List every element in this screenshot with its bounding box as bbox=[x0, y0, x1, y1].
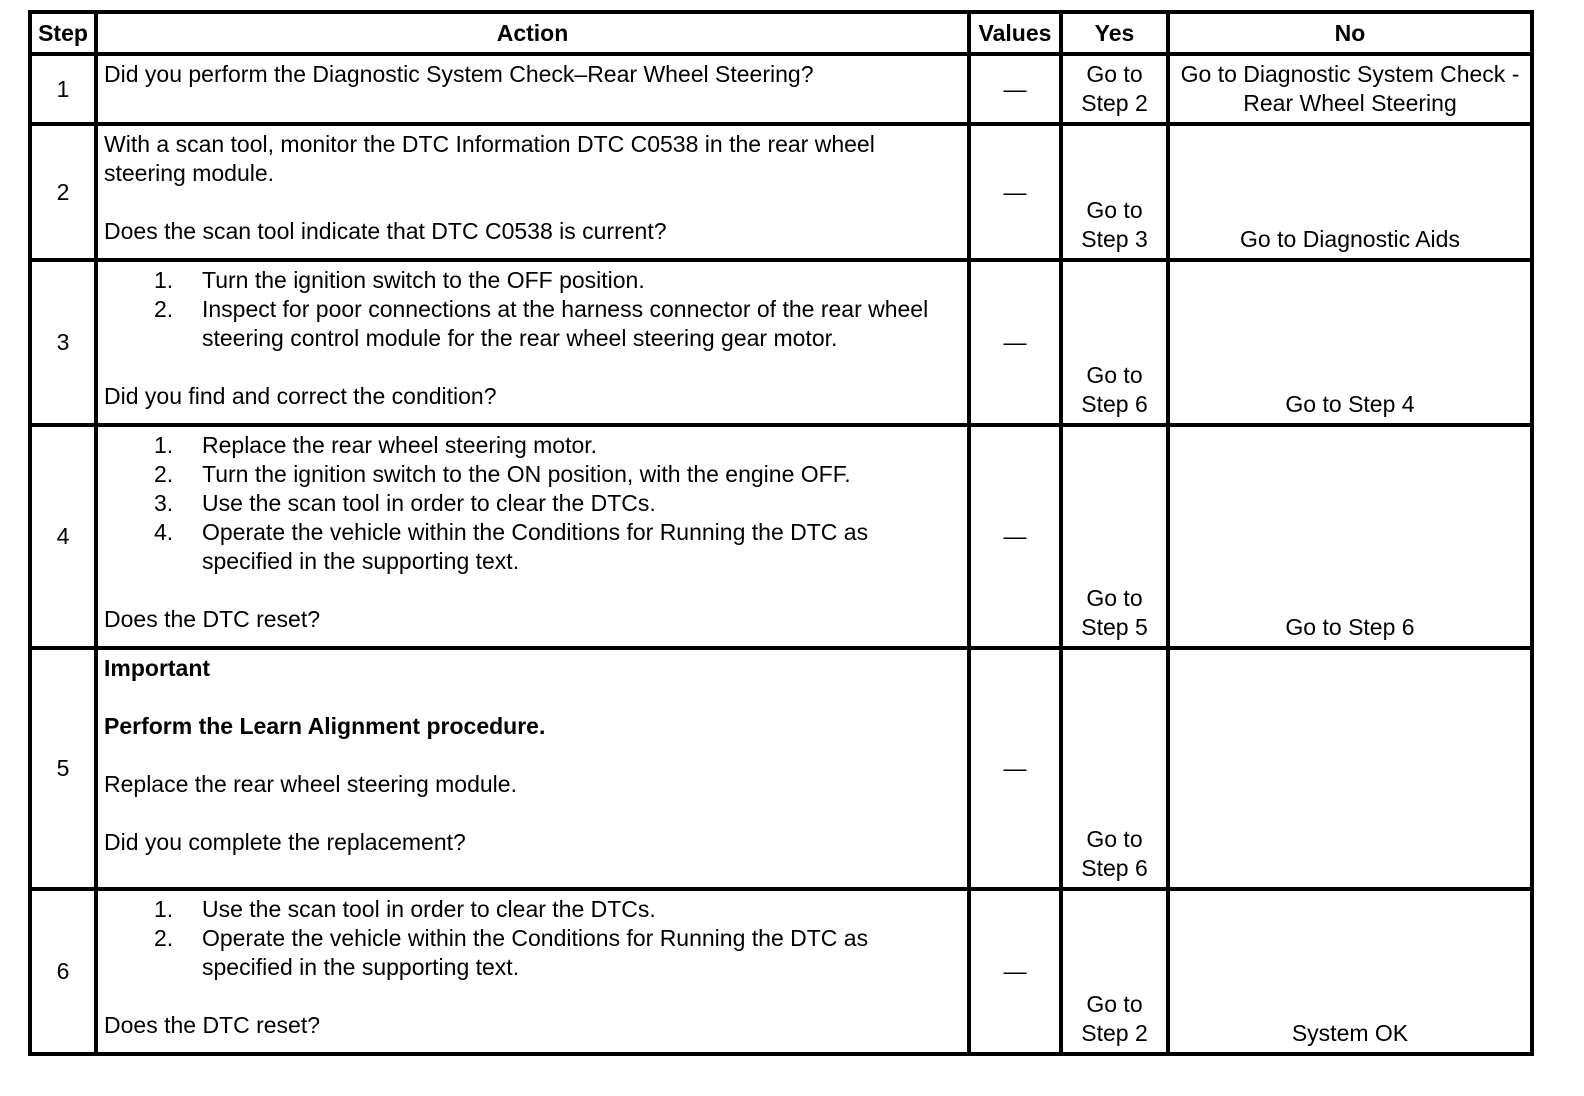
yes-cell: Go to Step 3 bbox=[1061, 124, 1168, 260]
list-item bbox=[104, 295, 961, 353]
list-item bbox=[104, 460, 961, 489]
list-item-number: 2. bbox=[154, 461, 174, 488]
no-cell: Go to Diagnostic Aids bbox=[1168, 124, 1532, 260]
yes-cell: Go to Step 6 bbox=[1061, 260, 1168, 425]
action-cell bbox=[96, 54, 969, 124]
action-cell bbox=[96, 648, 969, 889]
no-cell bbox=[1168, 648, 1532, 889]
yes-cell: Go to Step 5 bbox=[1061, 425, 1168, 647]
important-label: Important bbox=[104, 654, 211, 681]
values-cell: — bbox=[969, 54, 1061, 124]
no-cell: Go to Diagnostic System Check - Rear Wheel Steering bbox=[1168, 54, 1532, 124]
list-item-text: Operate the vehicle within the Conditions for Running the DTC as specified in the supporting text. bbox=[202, 924, 869, 980]
action-question: Did you find and correct the condition? bbox=[104, 383, 497, 410]
action-question: Does the DTC reset? bbox=[104, 1011, 321, 1038]
list-item-text: Turn the ignition switch to the OFF position. bbox=[202, 267, 645, 294]
list-item-number: 4. bbox=[154, 519, 174, 546]
values-cell: — bbox=[969, 648, 1061, 889]
list-item bbox=[104, 266, 961, 295]
action-cell bbox=[96, 889, 969, 1054]
yes-cell: Go to Step 2 bbox=[1061, 54, 1168, 124]
header-values: Values bbox=[969, 12, 1061, 54]
list-item bbox=[104, 924, 961, 982]
step-number: 4 bbox=[30, 425, 96, 647]
no-cell: System OK bbox=[1168, 889, 1532, 1054]
list-item bbox=[104, 518, 961, 576]
action-steps bbox=[104, 266, 961, 353]
yes-cell: Go to Step 2 bbox=[1061, 889, 1168, 1054]
table-row bbox=[30, 124, 1532, 260]
list-item-text: Operate the vehicle within the Conditions for Running the DTC as specified in the supporting text. bbox=[202, 519, 869, 575]
list-item-number: 1. bbox=[154, 267, 174, 294]
list-item-number: 1. bbox=[154, 895, 174, 922]
step-number: 5 bbox=[30, 648, 96, 889]
list-item-text: Inspect for poor connections at the harness connector of the rear wheel steering control module for the rear wheel steering gear motor. bbox=[202, 296, 929, 352]
list-item-text: Replace the rear wheel steering motor. bbox=[202, 432, 598, 459]
list-item-text: Use the scan tool in order to clear the DTCs. bbox=[202, 895, 656, 922]
list-item bbox=[104, 431, 961, 460]
table-row bbox=[30, 425, 1532, 647]
action-question: Does the scan tool indicate that DTC C0538 is current? bbox=[104, 218, 667, 245]
list-item-number: 2. bbox=[154, 296, 174, 323]
action-steps bbox=[104, 431, 961, 576]
action-text: With a scan tool, monitor the DTC Information DTC C0538 in the rear wheel steering module. bbox=[104, 131, 875, 187]
header-yes: Yes bbox=[1061, 12, 1168, 54]
list-item-number: 3. bbox=[154, 490, 174, 517]
diagnostic-table bbox=[28, 10, 1534, 1056]
step-number: 6 bbox=[30, 889, 96, 1054]
values-cell: — bbox=[969, 260, 1061, 425]
list-item-number: 1. bbox=[154, 432, 174, 459]
important-note: Perform the Learn Alignment procedure. bbox=[104, 712, 546, 739]
values-cell: — bbox=[969, 889, 1061, 1054]
table-row bbox=[30, 648, 1532, 889]
list-item bbox=[104, 895, 961, 924]
action-text: Did you perform the Diagnostic System Check–Rear Wheel Steering? bbox=[104, 61, 814, 87]
table-row bbox=[30, 54, 1532, 124]
values-cell: — bbox=[969, 425, 1061, 647]
list-item bbox=[104, 489, 961, 518]
action-question: Did you complete the replacement? bbox=[104, 828, 466, 855]
yes-cell: Go to Step 6 bbox=[1061, 648, 1168, 889]
list-item-number: 2. bbox=[154, 924, 174, 951]
table-row bbox=[30, 889, 1532, 1054]
step-number: 2 bbox=[30, 124, 96, 260]
no-cell: Go to Step 4 bbox=[1168, 260, 1532, 425]
values-cell: — bbox=[969, 124, 1061, 260]
step-number: 1 bbox=[30, 54, 96, 124]
header-action: Action bbox=[96, 12, 969, 54]
action-cell bbox=[96, 425, 969, 647]
header-no: No bbox=[1168, 12, 1532, 54]
header-step: Step bbox=[30, 12, 96, 54]
step-number: 3 bbox=[30, 260, 96, 425]
table-row bbox=[30, 260, 1532, 425]
list-item-text: Turn the ignition switch to the ON position, with the engine OFF. bbox=[202, 461, 851, 488]
list-item-text: Use the scan tool in order to clear the DTCs. bbox=[202, 490, 656, 517]
action-steps bbox=[104, 895, 961, 982]
no-cell: Go to Step 6 bbox=[1168, 425, 1532, 647]
header-row bbox=[30, 12, 1532, 54]
action-cell bbox=[96, 260, 969, 425]
action-question: Does the DTC reset? bbox=[104, 606, 321, 633]
action-cell bbox=[96, 124, 969, 260]
action-text: Replace the rear wheel steering module. bbox=[104, 770, 517, 797]
